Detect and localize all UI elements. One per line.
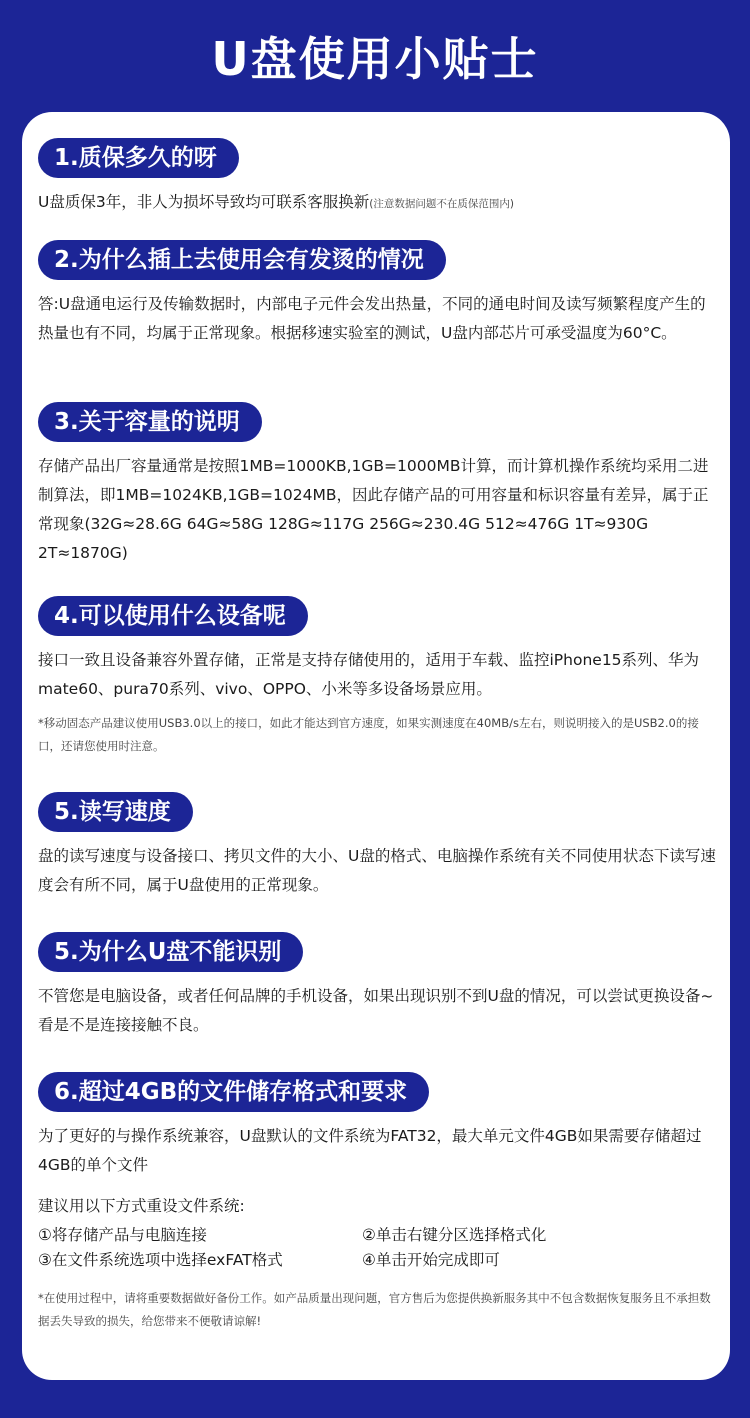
section-format <box>38 1072 718 1333</box>
section-note: *在使用过程中，请将重要数据做好备份工作。如产品质量出现问题，官方售后为您提供换新服务其中不包含数据恢复服务且不承担数据丢失导致的损失，给您带来不便敬请谅解! <box>38 1291 711 1328</box>
section-body: 不管您是电脑设备，或者任何品牌的手机设备，如果出现识别不到U盘的情况，可以尝试更换设备~看是不是连接接触不良。 <box>38 987 714 1034</box>
section-devices <box>38 596 718 758</box>
section-body: U盘质保3年，非人为损坏导致均可联系客服换新 <box>38 193 370 211</box>
section-title: 5.读写速度 <box>38 792 193 832</box>
section-title: 3.关于容量的说明 <box>38 402 262 442</box>
section-title: 6.超过4GB的文件储存格式和要求 <box>38 1072 429 1112</box>
step-item: ①将存储产品与电脑连接 <box>38 1226 207 1244</box>
section-warranty <box>38 138 718 219</box>
step-item: ②单击右键分区选择格式化 <box>362 1226 547 1244</box>
section-body: 盘的读写速度与设备接口、拷贝文件的大小、U盘的格式、电脑操作系统有关不同使用状态下读写速度会有所不同，属于U盘使用的正常现象。 <box>38 847 716 894</box>
section-body: 接口一致且设备兼容外置存储，正常是支持存储使用的，适用于车载、监控iPhone15系列、华为mate60、pura70系列、vivo、OPPO、小米等多设备场景应用。 <box>38 651 700 698</box>
page-title: U盘使用小贴士 <box>211 32 539 86</box>
section-body: 答:U盘通电运行及传输数据时，内部电子元件会发出热量，不同的通电时间及读写频繁程度产生的热量也有不同，均属于正常现象。根据移速实验室的测试，U盘内部芯片可承受温度为60°C。 <box>38 295 706 342</box>
section-title: 4.可以使用什么设备呢 <box>38 596 308 636</box>
section-title: 1.质保多久的呀 <box>38 138 239 178</box>
section-heat <box>38 240 718 348</box>
tips-card <box>22 112 730 1380</box>
section-body: 为了更好的与操作系统兼容，U盘默认的文件系统为FAT32，最大单元文件4GB如果需要存储超过4GB的单个文件 <box>38 1127 702 1174</box>
section-speed <box>38 792 718 900</box>
section-recognition <box>38 932 718 1040</box>
steps-intro: 建议用以下方式重设文件系统: <box>38 1197 245 1215</box>
steps-list <box>38 1223 718 1273</box>
section-small-note: (注意数据问题不在质保范围内) <box>369 198 514 210</box>
section-body: 存储产品出厂容量通常是按照1MB=1000KB,1GB=1000MB计算，而计算机操作系统均采用二进制算法，即1MB=1024KB,1GB=1024MB，因此存储产品的可用容量和标识容量有差异，属于正常现象(32G≈28.6G 64G≈58G 128G≈117G 256G≈230.4G 512≈476G 1T≈930G 2T≈1870G) <box>38 457 709 562</box>
section-note: *移动固态产品建议使用USB3.0以上的接口，如此才能达到官方速度，如果实测速度在40MB/s左右，则说明接入的是USB2.0的接口，还请您使用时注意。 <box>38 716 699 753</box>
step-item: ③在文件系统选项中选择exFAT格式 <box>38 1251 283 1269</box>
step-item: ④单击开始完成即可 <box>362 1251 500 1269</box>
section-title: 5.为什么U盘不能识别 <box>38 932 303 972</box>
section-title: 2.为什么插上去使用会有发烫的情况 <box>38 240 446 280</box>
section-capacity <box>38 402 718 568</box>
